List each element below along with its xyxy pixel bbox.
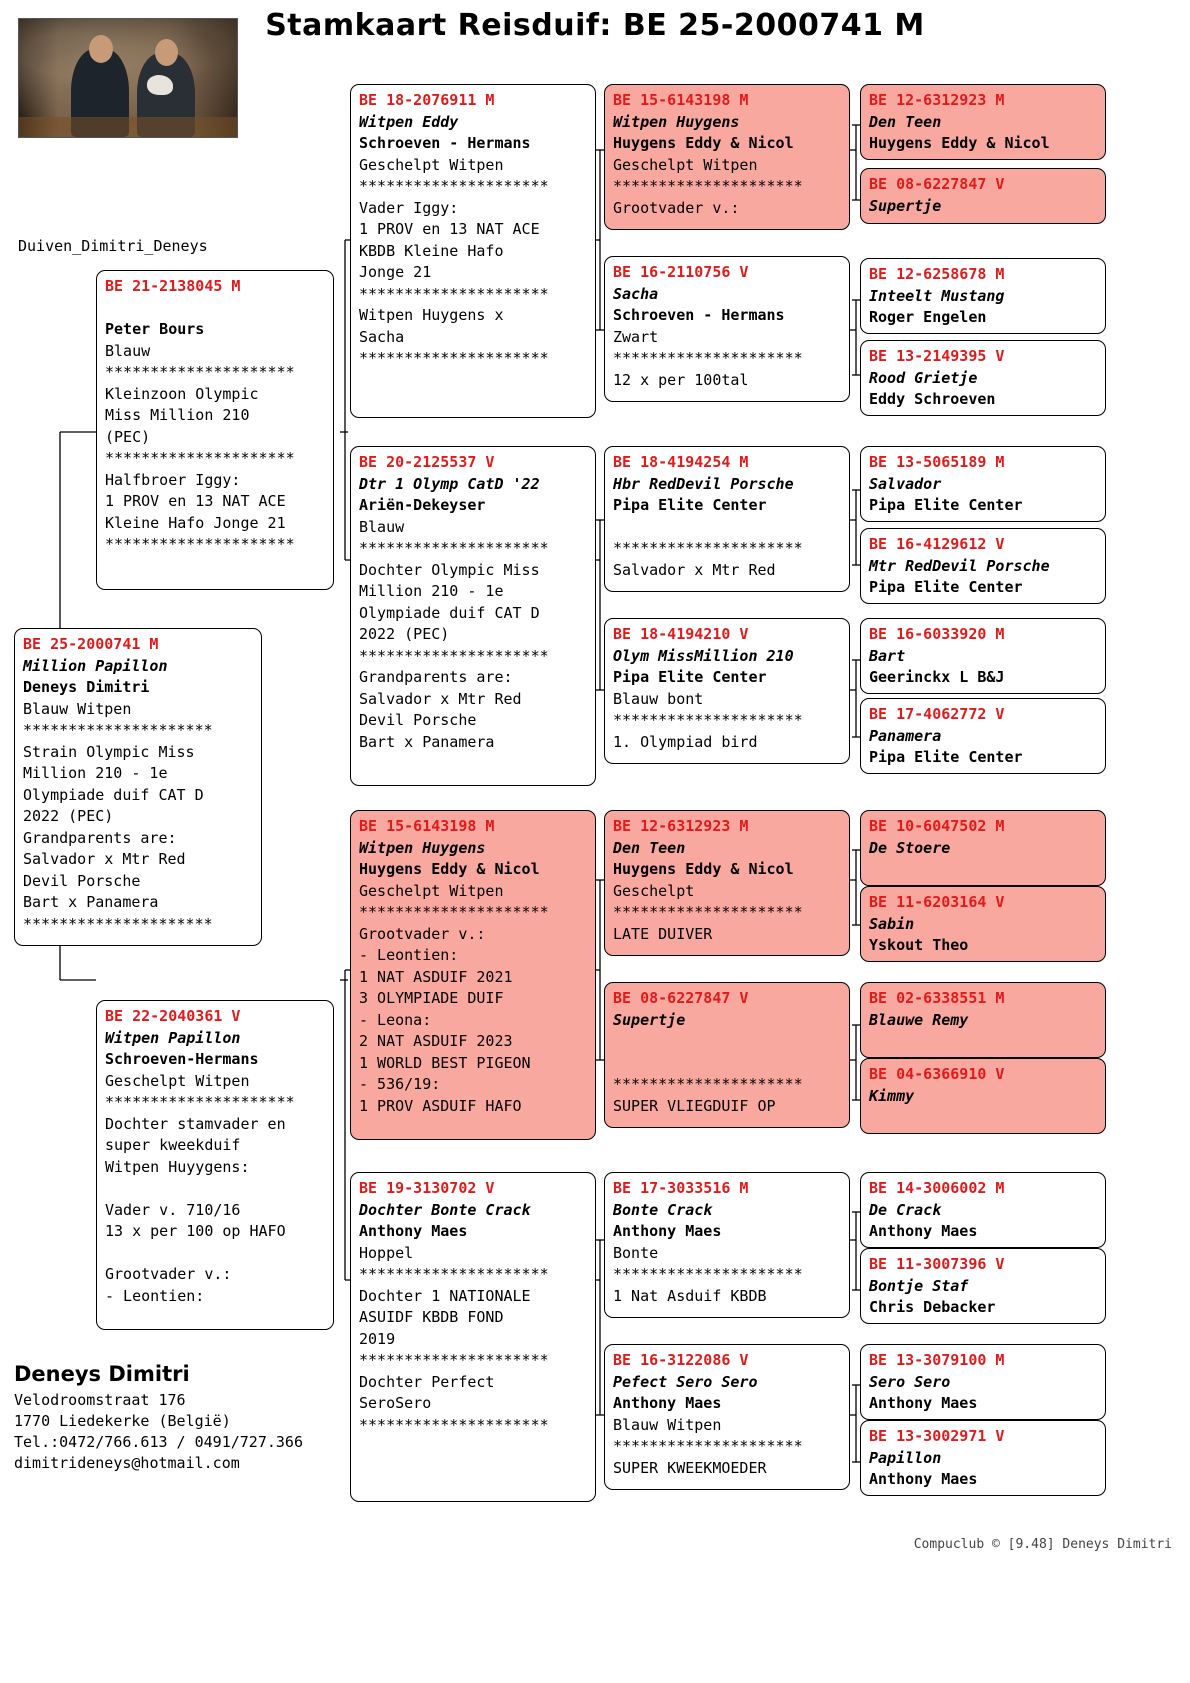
- pigeon-owner: Huygens Eddy & Nicol: [359, 860, 540, 878]
- pigeon-name: Dochter Bonte Crack: [359, 1200, 531, 1219]
- pigeon-detail-line: Kleine Hafo Jonge 21: [105, 513, 286, 532]
- pigeon-name: Pefect Sero Sero: [613, 1372, 758, 1391]
- pigeon-owner: Chris Debacker: [869, 1298, 996, 1316]
- pigeon-detail-line: Blauw bont: [613, 689, 704, 708]
- pedigree-card-dam: [96, 1000, 334, 1330]
- pigeon-name: De Stoere: [869, 838, 951, 857]
- pedigree-card-subject: [14, 628, 262, 946]
- pigeon-detail-line: KBDB Kleine Hafo: [359, 241, 504, 260]
- breeder-phone: Tel.:0472/766.613 / 0491/727.366: [14, 1433, 303, 1451]
- pigeon-name: Papillon: [869, 1448, 942, 1467]
- pigeon-name: Bontje Staf: [869, 1276, 969, 1295]
- pigeon-detail-line: SUPER KWEEKMOEDER: [613, 1458, 767, 1477]
- ring-number: BE 15-6143198 M: [359, 817, 495, 835]
- pigeon-name: Hbr RedDevil Porsche: [613, 474, 794, 493]
- pigeon-detail-line: *********************: [359, 1351, 549, 1369]
- pedigree-card-gen4-2: [860, 168, 1106, 224]
- ring-number: BE 18-2076911 M: [359, 91, 495, 109]
- pigeon-detail-line: Grootvader v.:: [359, 924, 486, 943]
- software-credit: Compuclub © [9.48] Deneys Dimitri: [913, 1537, 1172, 1552]
- ring-number: BE 16-4129612 V: [869, 535, 1005, 553]
- pigeon-detail-line: *********************: [359, 1415, 549, 1434]
- pigeon-detail-line: SUPER VLIEGDUIF OP: [613, 1096, 776, 1115]
- page-title: Stamkaart Reisduif: BE 25-2000741 M: [265, 8, 925, 43]
- pigeon-owner: Geerinckx L B&J: [869, 668, 1005, 686]
- pigeon-detail-line: Blauw: [359, 517, 405, 536]
- pedigree-card-gen3-5: [604, 810, 850, 956]
- pedigree-card-gen4-7: [860, 618, 1106, 694]
- pigeon-detail-line: *********************: [359, 903, 549, 921]
- pigeon-detail-line: *********************: [359, 539, 549, 557]
- pigeon-detail-line: Witpen Huygens x: [359, 306, 504, 324]
- ring-number: BE 13-3002971 V: [869, 1427, 1005, 1445]
- pigeon-detail-line: Sacha: [359, 327, 405, 346]
- pigeon-name: Witpen Papillon: [105, 1028, 241, 1047]
- pigeon-detail-line: SeroSero: [359, 1394, 432, 1412]
- pigeon-detail-line: 1 WORLD BEST PIGEON: [359, 1053, 531, 1072]
- pigeon-detail-line: Blauw Witpen: [613, 1415, 722, 1434]
- pedigree-card-gen3-4: [604, 618, 850, 764]
- ring-number: BE 22-2040361 V: [105, 1007, 241, 1025]
- pigeon-owner: Peter Bours: [105, 320, 205, 338]
- pedigree-card-gen2-1: [350, 84, 596, 418]
- pigeon-name: Den Teen: [869, 112, 942, 131]
- pigeon-detail-line: [613, 1031, 841, 1053]
- ring-number: BE 16-6033920 M: [869, 625, 1005, 643]
- pigeon-detail-line: Olympiade duif CAT D: [23, 785, 204, 804]
- pigeon-owner: Schroeven-Hermans: [105, 1050, 259, 1068]
- pigeon-name: Supertje: [869, 196, 942, 215]
- pigeon-detail-line: 1 NAT ASDUIF 2021: [359, 967, 513, 986]
- pigeon-detail-line: *********************: [105, 1093, 295, 1111]
- pedigree-card-gen3-1: [604, 84, 850, 230]
- pigeon-detail-line: - Leontien:: [359, 946, 459, 964]
- ring-number: BE 15-6143198 M: [613, 91, 749, 109]
- pigeon-name: Den Teen: [613, 838, 686, 857]
- pedigree-card-sire: [96, 270, 334, 590]
- ring-number: BE 11-3007396 V: [869, 1255, 1005, 1273]
- breeder-address: [14, 1362, 344, 1474]
- breeder-photo: [18, 18, 238, 138]
- pigeon-detail-line: LATE DUIVER: [613, 924, 713, 943]
- pigeon-detail-line: Vader Iggy:: [359, 198, 459, 217]
- pedigree-card-gen4-8: [860, 698, 1106, 774]
- pigeon-name: Witpen Eddy: [359, 112, 459, 131]
- pedigree-card-gen4-4: [860, 340, 1106, 416]
- pigeon-detail-line: Geschelpt: [613, 881, 695, 900]
- pedigree-card-gen4-1: [860, 84, 1106, 160]
- pigeon-detail-line: Vader v. 710/16: [105, 1200, 241, 1219]
- pigeon-owner: Huygens Eddy & Nicol: [869, 134, 1050, 152]
- pedigree-card-gen4-10: [860, 886, 1106, 962]
- pigeon-detail-line: Dochter Olympic Miss: [359, 560, 540, 579]
- ring-number: BE 18-4194210 V: [613, 625, 749, 643]
- pigeon-owner: Roger Engelen: [869, 308, 987, 326]
- pedigree-card-gen4-5: [860, 446, 1106, 522]
- pigeon-detail-line: 1 PROV en 13 NAT ACE: [359, 220, 540, 238]
- ring-number: BE 16-2110756 V: [613, 263, 749, 281]
- pigeon-detail-line: super kweekduif: [105, 1136, 241, 1154]
- pigeon-name: Sacha: [613, 284, 659, 303]
- ring-number: BE 21-2138045 M: [105, 277, 241, 295]
- pigeon-detail-line: ASUIDF KBDB FOND: [359, 1308, 504, 1326]
- pigeon-detail-line: [613, 517, 841, 539]
- pedigree-card-gen4-14: [860, 1248, 1106, 1324]
- pigeon-owner: Anthony Maes: [613, 1222, 722, 1240]
- ring-number: BE 13-3079100 M: [869, 1351, 1005, 1369]
- pedigree-card-gen4-15: [860, 1344, 1106, 1420]
- pigeon-detail-line: Dochter stamvader en: [105, 1114, 286, 1133]
- pigeon-owner: Pipa Elite Center: [869, 578, 1023, 596]
- pigeon-detail-line: *********************: [359, 349, 549, 367]
- pigeon-detail-line: *********************: [613, 349, 803, 367]
- pigeon-name: Salvador: [869, 474, 942, 493]
- pigeon-detail-line: *********************: [105, 449, 295, 467]
- pedigree-card-gen3-6: [604, 982, 850, 1128]
- pigeon-detail-line: Halfbroer Iggy:: [105, 470, 241, 489]
- pigeon-detail-line: *********************: [359, 1265, 549, 1283]
- ring-number: BE 08-6227847 V: [613, 989, 749, 1007]
- pigeon-detail-line: Blauw Witpen: [23, 699, 132, 718]
- pigeon-name: Bart: [869, 646, 906, 665]
- pigeon-detail-line: Devil Porsche: [23, 871, 141, 890]
- pigeon-detail-line: 2022 (PEC): [23, 807, 114, 825]
- pedigree-card-gen3-3: [604, 446, 850, 592]
- pigeon-name: Witpen Huygens: [359, 838, 486, 857]
- pigeon-owner: Huygens Eddy & Nicol: [613, 134, 794, 152]
- pigeon-detail-line: Grandparents are:: [23, 828, 177, 847]
- pigeon-owner: Pipa Elite Center: [613, 496, 767, 514]
- ring-number: BE 02-6338551 M: [869, 989, 1005, 1007]
- pigeon-owner: Eddy Schroeven: [869, 390, 996, 408]
- breeder-name: Deneys Dimitri: [14, 1362, 190, 1386]
- pigeon-owner: Yskout Theo: [869, 936, 969, 954]
- pigeon-owner: Ariën-Dekeyser: [359, 496, 486, 514]
- ring-number: BE 18-4194254 M: [613, 453, 749, 471]
- pigeon-name: Sabin: [869, 914, 915, 933]
- pigeon-detail-line: *********************: [613, 177, 803, 195]
- pigeon-detail-line: Miss Million 210: [105, 406, 250, 424]
- pigeon-detail-line: *********************: [613, 1265, 803, 1283]
- pigeon-name: Kimmy: [869, 1086, 915, 1105]
- pigeon-name: Sero Sero: [869, 1372, 951, 1391]
- pigeon-detail-line: Grootvader v.:: [613, 198, 740, 217]
- pigeon-detail-line: 12 x per 100tal: [613, 370, 749, 389]
- pedigree-card-gen2-3: [350, 810, 596, 1140]
- pigeon-detail-line: [105, 1178, 325, 1200]
- pigeon-detail-line: 2 NAT ASDUIF 2023: [359, 1032, 513, 1050]
- pigeon-name: Dtr 1 Olymp CatD '22: [359, 474, 540, 493]
- ring-number: BE 16-3122086 V: [613, 1351, 749, 1369]
- pigeon-detail-line: *********************: [613, 539, 803, 557]
- pigeon-name: Witpen Huygens: [613, 112, 740, 131]
- ring-number: BE 17-4062772 V: [869, 705, 1005, 723]
- pigeon-owner: Pipa Elite Center: [869, 748, 1023, 766]
- ring-number: BE 20-2125537 V: [359, 453, 495, 471]
- pigeon-detail-line: Grootvader v.:: [105, 1265, 232, 1283]
- pigeon-name: Rood Grietje: [869, 368, 978, 387]
- pigeon-name: Million Papillon: [23, 656, 168, 675]
- pigeon-detail-line: Witpen Huyygens:: [105, 1157, 250, 1176]
- pigeon-detail-line: *********************: [359, 646, 549, 665]
- pigeon-detail-line: Strain Olympic Miss: [23, 742, 195, 761]
- pigeon-name: Inteelt Mustang: [869, 286, 1005, 305]
- pigeon-detail-line: Geschelpt Witpen: [359, 881, 504, 900]
- pigeon-detail-line: (PEC): [105, 427, 151, 446]
- pigeon-detail-line: Bart x Panamera: [23, 893, 159, 911]
- pigeon-detail-line: 1 PROV en 13 NAT ACE: [105, 492, 286, 510]
- pigeon-owner: Anthony Maes: [869, 1470, 978, 1488]
- pedigree-card-gen3-2: [604, 256, 850, 402]
- pigeon-detail-line: *********************: [613, 711, 803, 729]
- pigeon-detail-line: *********************: [105, 535, 295, 553]
- pedigree-card-gen3-8: [604, 1344, 850, 1490]
- pigeon-detail-line: Geschelpt Witpen: [105, 1071, 250, 1090]
- pigeon-owner: Anthony Maes: [613, 1394, 722, 1412]
- pigeon-detail-line: 3 OLYMPIADE DUIF: [359, 989, 504, 1007]
- pigeon-detail-line: *********************: [23, 914, 213, 933]
- pedigree-card-gen4-6: [860, 528, 1106, 604]
- pigeon-owner: Deneys Dimitri: [23, 678, 150, 696]
- ring-number: BE 17-3033516 M: [613, 1179, 749, 1197]
- pigeon-detail-line: *********************: [359, 177, 549, 195]
- pigeon-detail-line: Geschelpt Witpen: [359, 155, 504, 174]
- pigeon-detail-line: Devil Porsche: [359, 711, 477, 729]
- pigeon-detail-line: *********************: [613, 903, 803, 921]
- pigeon-detail-line: *********************: [105, 363, 295, 381]
- pigeon-detail-line: Million 210 - 1e: [23, 764, 168, 782]
- pigeon-detail-line: Salvador x Mtr Red: [613, 560, 776, 579]
- ring-number: BE 10-6047502 M: [869, 817, 1005, 835]
- pigeon-detail-line: 13 x per 100 op HAFO: [105, 1222, 286, 1240]
- pigeon-name: Blauwe Remy: [869, 1010, 969, 1029]
- ring-number: BE 14-3006002 M: [869, 1179, 1005, 1197]
- ring-number: BE 04-6366910 V: [869, 1065, 1005, 1083]
- pigeon-detail-line: Salvador x Mtr Red: [359, 689, 522, 708]
- breeder-city: 1770 Liedekerke (België): [14, 1412, 231, 1430]
- pigeon-detail-line: *********************: [23, 721, 213, 739]
- pigeon-detail-line: Grandparents are:: [359, 668, 513, 686]
- pigeon-detail-line: [105, 1243, 325, 1265]
- pedigree-card-gen3-7: [604, 1172, 850, 1318]
- ring-number: BE 12-6312923 M: [613, 817, 749, 835]
- pigeon-detail-line: Dochter 1 NATIONALE: [359, 1286, 531, 1305]
- ring-number: BE 25-2000741 M: [23, 635, 159, 653]
- pigeon-name: De Crack: [869, 1200, 942, 1219]
- pigeon-detail-line: *********************: [613, 1075, 803, 1093]
- ring-number: BE 13-5065189 M: [869, 453, 1005, 471]
- pigeon-detail-line: - Leontien:: [105, 1286, 205, 1305]
- pedigree-card-gen4-9: [860, 810, 1106, 886]
- pedigree-card-gen4-11: [860, 982, 1106, 1058]
- ring-number: BE 13-2149395 V: [869, 347, 1005, 365]
- pedigree-card-gen4-12: [860, 1058, 1106, 1134]
- ring-number: BE 08-6227847 V: [869, 175, 1005, 193]
- pigeon-owner: Anthony Maes: [869, 1394, 978, 1412]
- pigeon-detail-line: 1 PROV ASDUIF HAFO: [359, 1096, 522, 1115]
- pigeon-name: Olym MissMillion 210: [613, 646, 794, 665]
- pigeon-detail-line: *********************: [359, 284, 549, 303]
- pigeon-detail-line: Olympiade duif CAT D: [359, 603, 540, 622]
- pedigree-card-gen2-4: [350, 1172, 596, 1502]
- pigeon-owner: Huygens Eddy & Nicol: [613, 860, 794, 878]
- pigeon-name: Bonte Crack: [613, 1200, 713, 1219]
- pigeon-detail-line: [105, 298, 325, 320]
- pigeon-detail-line: Hoppel: [359, 1243, 414, 1262]
- pigeon-name: Mtr RedDevil Porsche: [869, 556, 1050, 575]
- pigeon-detail-line: 1 Nat Asduif KBDB: [613, 1286, 767, 1305]
- ring-number: BE 12-6312923 M: [869, 91, 1005, 109]
- pigeon-owner: Schroeven - Hermans: [359, 134, 531, 152]
- ring-number: BE 11-6203164 V: [869, 893, 1005, 911]
- pigeon-detail-line: Geschelpt Witpen: [613, 155, 758, 174]
- pigeon-owner: Anthony Maes: [359, 1222, 468, 1240]
- pedigree-card-gen2-2: [350, 446, 596, 786]
- pigeon-detail-line: Dochter Perfect: [359, 1372, 495, 1391]
- pigeon-detail-line: 2022 (PEC): [359, 625, 450, 643]
- pedigree-card-gen4-16: [860, 1420, 1106, 1496]
- pigeon-detail-line: 1. Olympiad bird: [613, 732, 758, 751]
- ring-number: BE 12-6258678 M: [869, 265, 1005, 283]
- pigeon-detail-line: Blauw: [105, 341, 151, 360]
- pigeon-detail-line: Million 210 - 1e: [359, 582, 504, 600]
- pigeon-detail-line: Salvador x Mtr Red: [23, 850, 186, 868]
- pigeon-owner: Pipa Elite Center: [869, 496, 1023, 514]
- loft-label: Duiven_Dimitri_Deneys: [18, 237, 208, 255]
- pigeon-owner: Anthony Maes: [869, 1222, 978, 1240]
- pigeon-detail-line: *********************: [613, 1437, 803, 1455]
- pigeon-detail-line: [613, 1053, 841, 1075]
- pigeon-detail-line: 2019: [359, 1329, 396, 1348]
- breeder-street: Velodroomstraat 176: [14, 1391, 186, 1409]
- pigeon-detail-line: - Leona:: [359, 1010, 432, 1029]
- ring-number: BE 19-3130702 V: [359, 1179, 495, 1197]
- pigeon-owner: Schroeven - Hermans: [613, 306, 785, 324]
- pigeon-detail-line: Jonge 21: [359, 263, 432, 281]
- pigeon-name: Supertje: [613, 1010, 686, 1029]
- pigeon-name: Panamera: [869, 726, 942, 745]
- pigeon-detail-line: Bart x Panamera: [359, 732, 495, 751]
- pigeon-detail-line: Kleinzoon Olympic: [105, 384, 259, 403]
- pigeon-owner: Pipa Elite Center: [613, 668, 767, 686]
- pigeon-detail-line: Zwart: [613, 327, 659, 346]
- pigeon-detail-line: Bonte: [613, 1243, 659, 1262]
- pigeon-detail-line: - 536/19:: [359, 1075, 441, 1093]
- breeder-email: dimitrideneys@hotmail.com: [14, 1454, 240, 1472]
- pedigree-card-gen4-3: [860, 258, 1106, 334]
- pedigree-card-gen4-13: [860, 1172, 1106, 1248]
